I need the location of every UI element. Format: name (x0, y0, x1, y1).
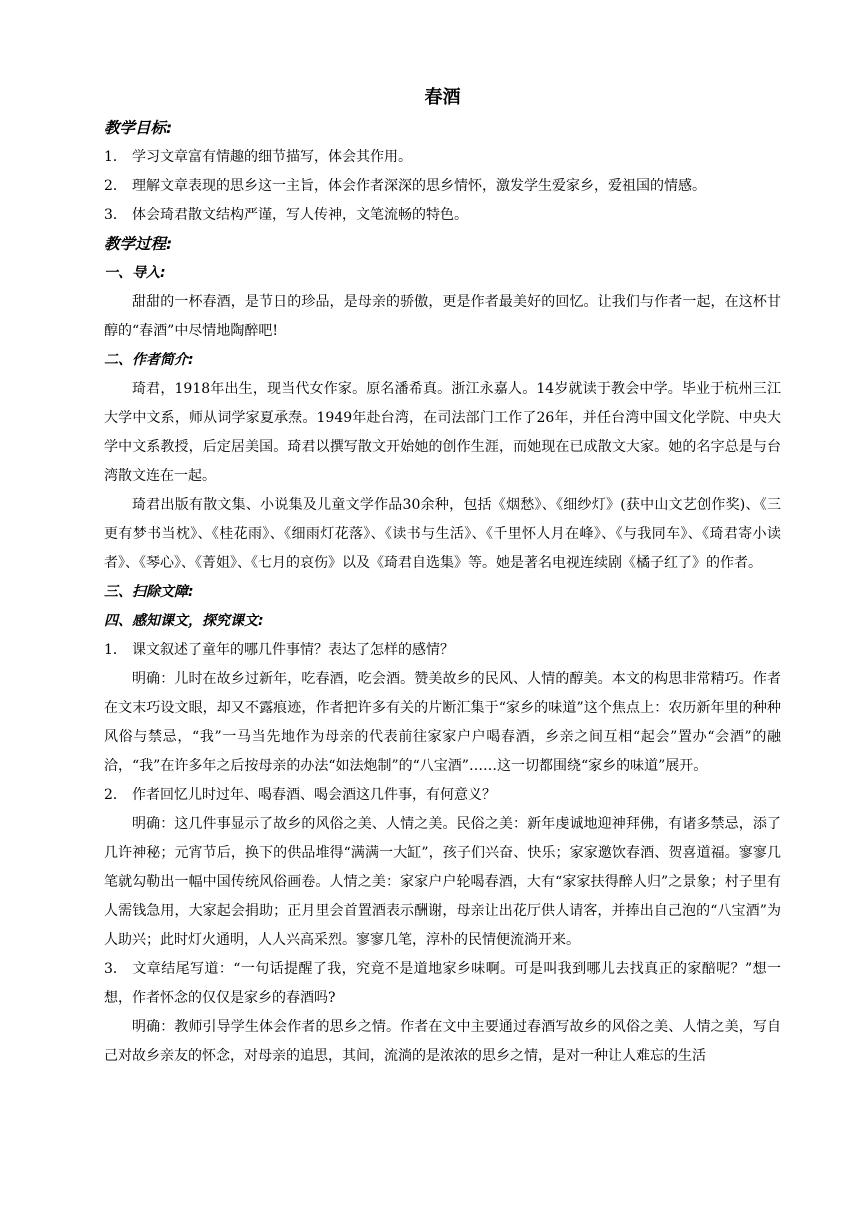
question-text: 文章结尾写道：“一句话提醒了我，究竟不是道地家乡味啊。可是叫我到哪儿去找真正的家醅呢？”想一想，作者怀念的仅仅是家乡的春酒吗? (104, 961, 781, 1006)
section-heading-obstacles: 三、扫除文障: (104, 584, 194, 600)
process-heading: 教学过程: (104, 235, 173, 253)
author-paragraph-1: 琦君，1918年出生，现当代女作家。原名潘希真。浙江永嘉人。14岁就读于教会中学。毕业于杭州三江大学中文系，师从词学家夏承焘。1949年赴台湾，在司法部门工作了26年，并任台湾中国文化学院、中央大学中文系教授，后定居美国。琦君以撰写散文开始她的创作生涯，而她现在已成散文大家。她的名字总是与台湾散文连在一起。 (104, 381, 781, 484)
goal-number: 1． (104, 149, 127, 165)
goal-item (104, 201, 781, 230)
question-number: 3． (104, 961, 127, 977)
answer-paragraph: 明确：这几件事显示了故乡的风俗之美、人情之美。民俗之美：新年虔诚地迎神拜佛，有诸多禁忌，添了几许神秘；元宵节后，换下的供品堆得“满满一大缸”，孩子们兴奋、快乐；家家邀饮春酒、贺喜道福。寥寥几笔就勾勒出一幅中国传统风俗画卷。人情之美：家家户户轮喝春酒，大有“家家扶得醉人归”之景象；村子里有人需钱急用，大家起会捐助；正月里会首置酒表示酬谢，母亲让出花厅供人请客，并捧出自己泡的“八宝酒”为人助兴；此时灯火通明，人人兴高采烈。寥寥几笔，淳朴的民情便流淌开来。 (104, 816, 781, 948)
page-title: 春酒 (424, 87, 461, 108)
section-heading-intro: 一、导入: (104, 265, 166, 281)
question-item (104, 636, 781, 665)
answer-paragraph: 明确：儿时在故乡过新年，吃春酒，吃会酒。赞美故乡的民风、人情的醇美。本文的构思非常精巧。作者在文末巧设文眼，却又不露痕迹，作者把许多有关的片断汇集于“家乡的味道”这个焦点上：农历新年里的种种风俗与禁忌，“我”一马当先地作为母亲的代表前往家家户户喝春酒，乡亲之间互相“起会”置办“会酒”的融洽，“我”在许多年之后按母亲的办法“如法炮制”的“八宝酒”……这一切都围绕“家乡的味道”展开。 (104, 671, 781, 774)
goal-text: 学习文章富有情趣的细节描写，体会其作用。 (132, 149, 412, 165)
question-number: 1． (104, 642, 127, 658)
question-item (104, 955, 781, 1013)
document-body (104, 84, 781, 1071)
section-heading-explore: 四、感知课文，探究课文: (104, 613, 264, 629)
goal-number: 2． (104, 178, 127, 194)
author-paragraph-2: 琦君出版有散文集、小说集及儿童文学作品30余种，包括《烟愁》、《细纱灯》(获中山文艺创作奖)、《三更有梦书当枕》、《桂花雨》、《细雨灯花落》、《读书与生活》、《千里怀人月在峰》、《与我同车》、《琦君寄小读者》、《琴心》、《菁姐》、《七月的哀伤》以及《琦君自选集》等。她是著名电视连续剧《橘子红了》的作者。 (104, 497, 781, 571)
section-heading-author: 二、作者简介: (104, 352, 194, 368)
goal-number: 3． (104, 207, 127, 223)
goal-text: 理解文章表现的思乡这一主旨，体会作者深深的思乡情怀，激发学生爱家乡，爱祖国的情感。 (132, 178, 706, 194)
goals-heading: 教学目标: (104, 119, 173, 137)
answer-paragraph: 明确：教师引导学生体会作者的思乡之情。作者在文中主要通过春酒写故乡的风俗之美、人情之美，写自己对故乡亲友的怀念，对母亲的追思，其间，流淌的是浓浓的思乡之情，是对一种让人难忘的生活 (104, 1019, 781, 1064)
question-item (104, 781, 781, 810)
goal-item (104, 172, 781, 201)
goal-text: 体会琦君散文结构严谨，写人传神，文笔流畅的特色。 (132, 207, 468, 223)
question-text: 作者回忆儿时过年、喝春酒、喝会酒这几件事，有何意义？ (132, 787, 496, 803)
intro-paragraph: 甜甜的一杯春酒，是节日的珍品，是母亲的骄傲，更是作者最美好的回忆。让我们与作者一起，在这杯甘醇的“春酒”中尽情地陶醉吧! (104, 294, 781, 339)
question-text: 课文叙述了童年的哪几件事情？表达了怎样的感情？ (132, 642, 454, 658)
goal-item (104, 143, 781, 172)
question-number: 2． (104, 787, 127, 803)
